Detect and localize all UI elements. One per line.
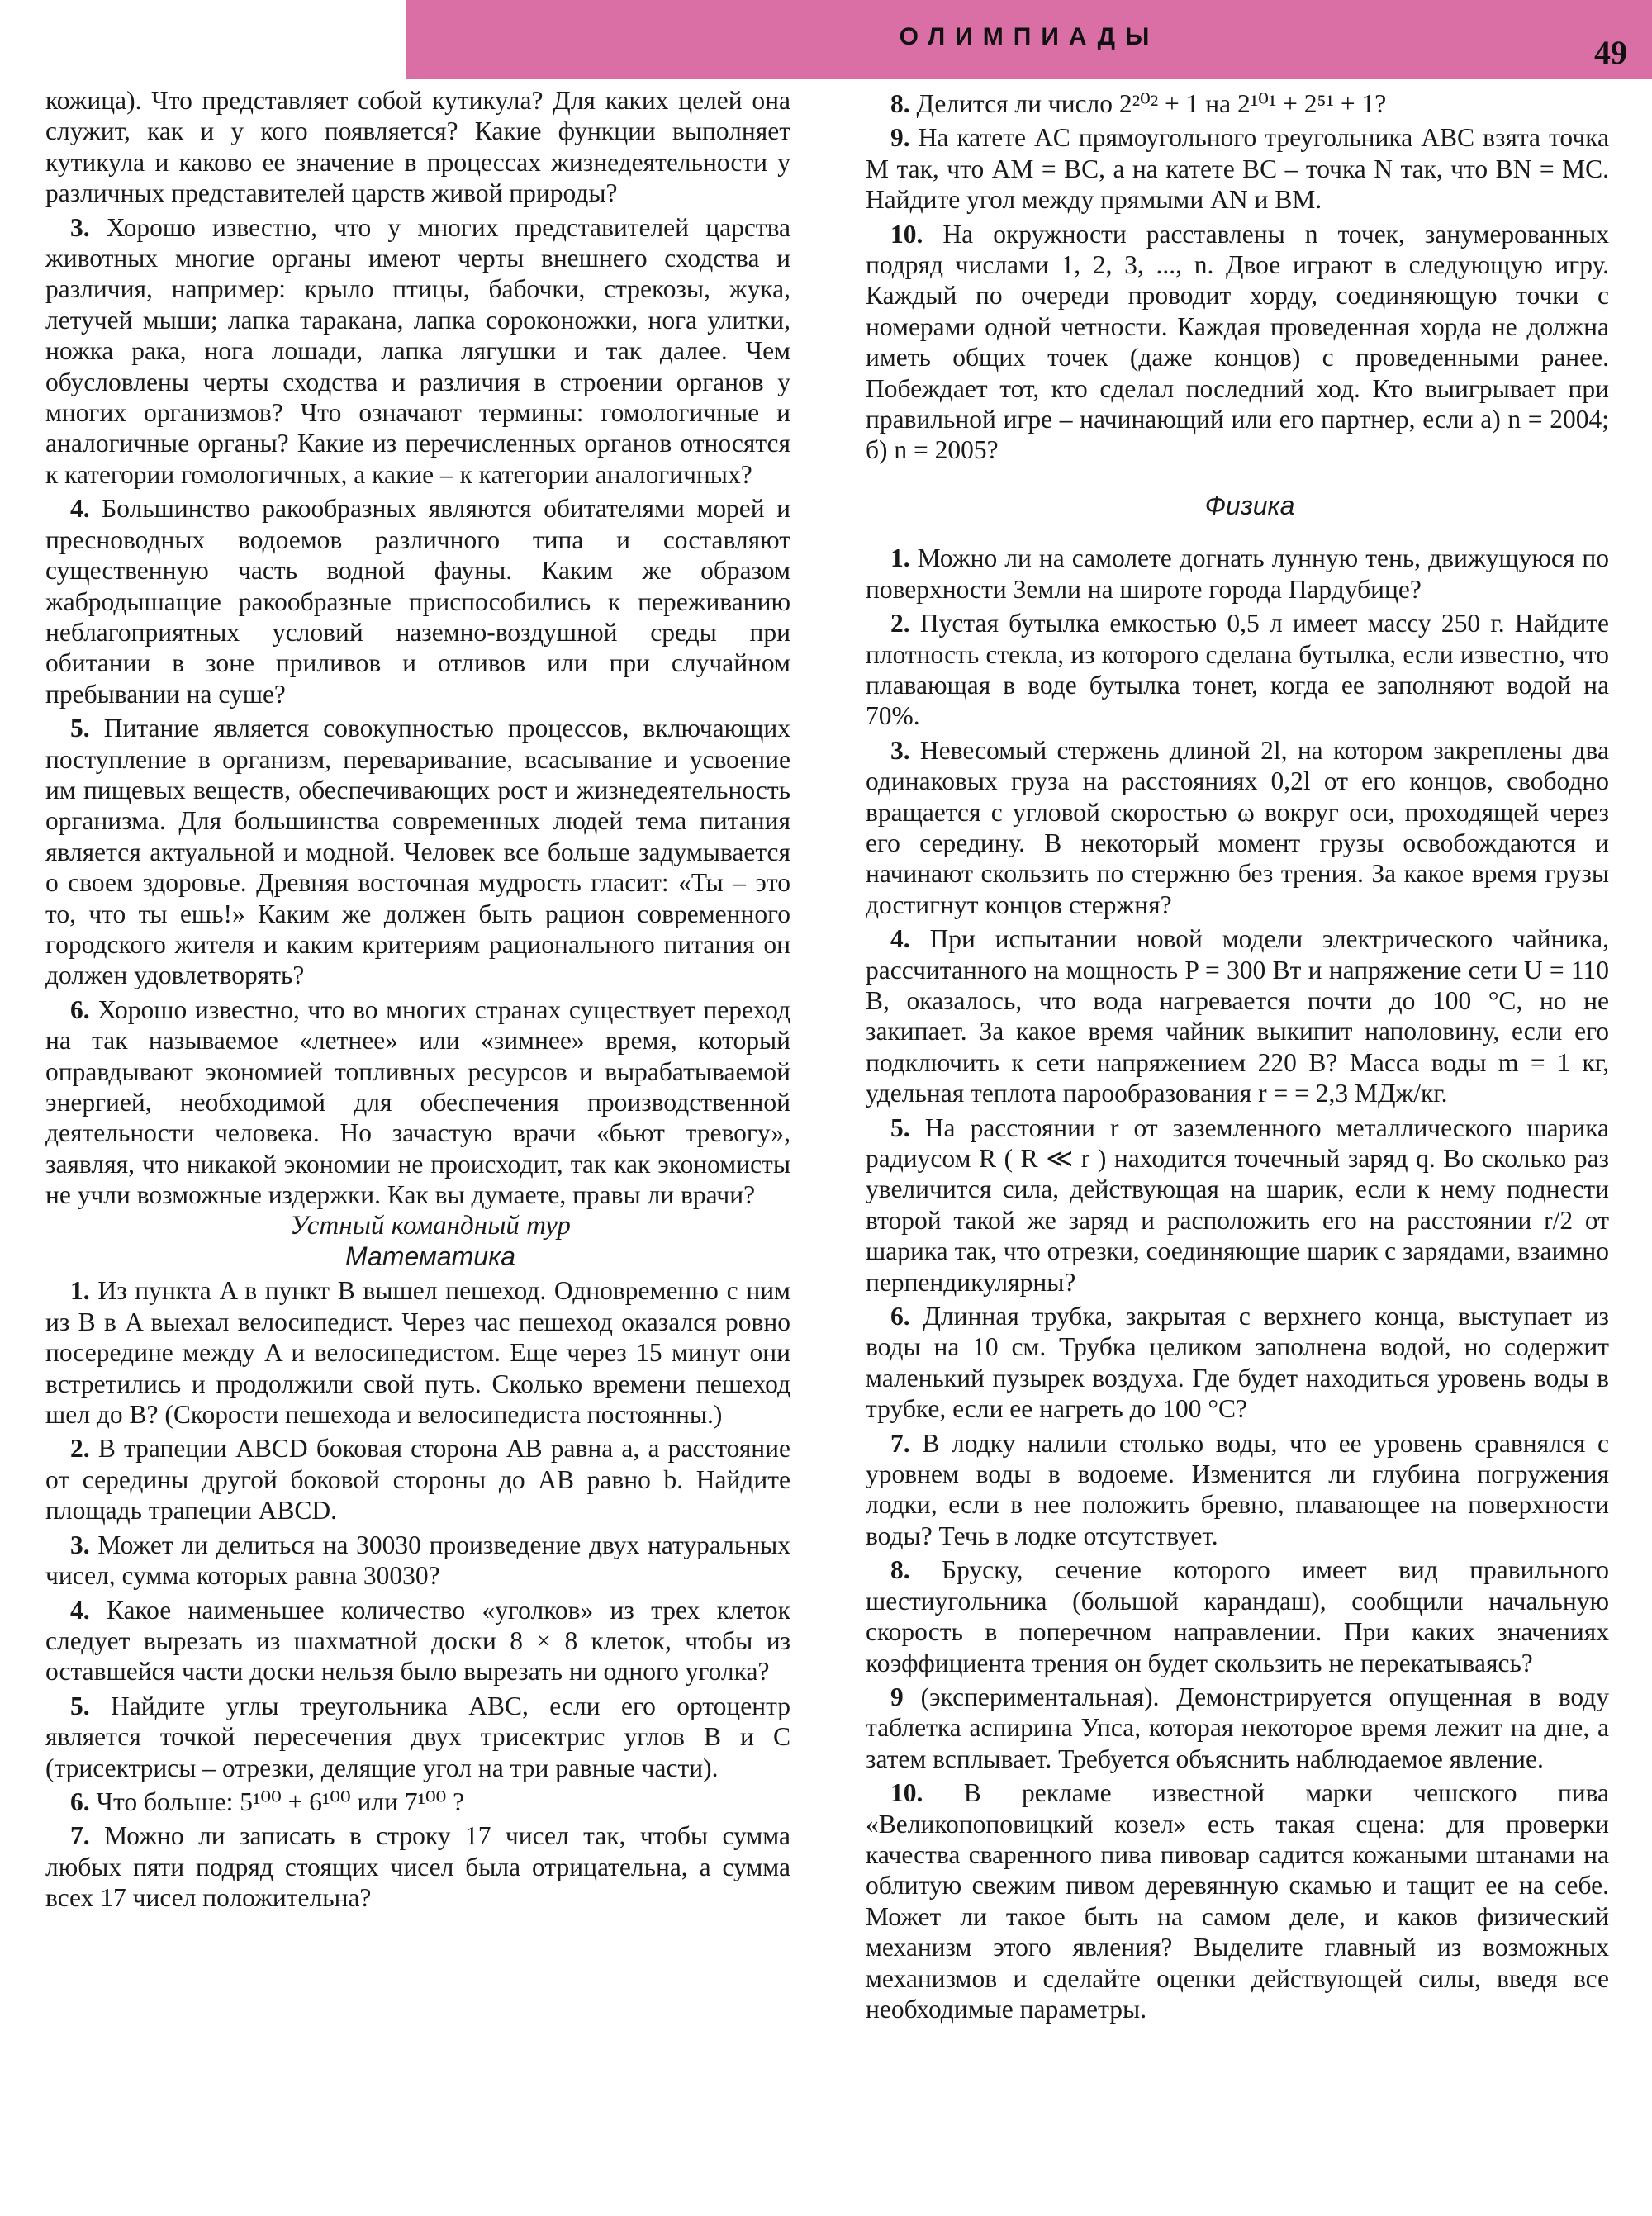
section-title: ОЛИМПИАДЫ [899, 23, 1160, 50]
task-text: Может ли делиться на 30030 произведение двух натуральных чисел, сумма которых равна 30030? [45, 1530, 790, 1591]
task-text: Можно ли записать в строку 17 чисел так, чтобы сумма любых пяти подряд стоящих чисел была отрицательна, а сумма всех 17 чисел положительна? [45, 1821, 790, 1913]
biology-task [45, 212, 790, 491]
task-number: 2. [890, 609, 910, 638]
math-task [45, 1530, 790, 1592]
math-task [45, 1433, 790, 1526]
task-number: 10. [890, 219, 923, 249]
task-text: На окружности расставлены n точек, занумерованных подряд числами 1, 2, 3, ..., n. Двое играют в следующую игру. Каждый по очереди проводит хорду, соединяющую точки с номерами одной четности. Каждая проведенная хорда не должна иметь общих точек (даже концов) с проведенными ранее. Побеждает тот, кто сделал последний ход. Кто выигрывает при правильной игре – начинающий или его партнер, если а) n = 2004; б) n = 2005? [866, 219, 1609, 465]
task-text: При испытании новой модели электрического чайника, рассчитанного на мощность P = 300 Вт и напряжение сети U = 110 В, оказалось, что вода нагревается почти до 100 °C, но не закипает. За какое время чайник выкипит наполовину, если его подключить к сети напряжением 220 В? Масса воды m = 1 кг, удельная теплота парообразования r = = 2,3 МДж/кг. [866, 924, 1610, 1108]
task-number: 6. [70, 1787, 90, 1816]
physics-task [866, 1428, 1609, 1552]
left-column [45, 85, 790, 1914]
task-text: Хорошо известно, что во многих странах существует переход на так называемое «летнее» или «зимнее» время, который оправдывают экономией топливных ресурсов и вырабатываемой энергией, необходимой для обеспечения производственной деятельности человека. Но зачастую врачи «бьют тревогу», заявляя, что никакой экономии не происходит, так как экономисты не учли возможные издержки. Как вы думаете, правы ли врачи? [45, 994, 790, 1210]
task-text: В трапеции ABCD боковая сторона AB равна a, а расстояние от середины другой боковой стороны до AB равно b. Найдите площадь трапеции ABCD. [45, 1434, 791, 1526]
task-number: 4. [70, 1595, 90, 1625]
task-text: Невесомый стержень длиной 2l, на котором закреплены два одинаковых груза на расстояниях 0,2l от его концов, свободно вращается с угловой скоростью ω вокруг оси, проходящей через его середину. В некоторый момент грузы освобождаются и начинают скользить по стержню без трения. За какое время грузы достигнут концов стержня? [866, 735, 1609, 919]
task-number: 3. [70, 1530, 90, 1559]
math-task [45, 1275, 790, 1430]
task-number: 6. [890, 1302, 910, 1331]
task-number: 4. [890, 924, 910, 954]
math-task [866, 122, 1609, 215]
task-number: 10. [890, 1778, 923, 1808]
task-number: 4. [70, 494, 90, 524]
math-task [45, 1820, 790, 1913]
physics-task [866, 543, 1609, 605]
biology-task-2-continuation: кожица). Что представляет собой кутикула? Для каких целей она служит, как и у кого появляется? Какие функции выполняет кутикула и каково ее значение в процессах жизнедеятельности у различных представителей царств живой природы? [45, 86, 790, 208]
task-text: В рекламе известной марки чешского пива «Великопоповицкий козел» есть такая сцена: для проверки качества сваренного пива пивовар садится кожаными штанами на облитую свежим пивом деревянную скамью и тащит ее на себе. Может ли такое быть на самом деле, и каков физический механизм этого явления? Выделите главный из возможных механизмов и сделайте оценки действующей силы, введя все необходимые параметры. [866, 1778, 1610, 2024]
task-text: На катете AC прямоугольного треугольника ABC взята точка M так, что AM = BC, а на катете BC – точка N так, что BN = MC. Найдите угол между прямыми AN и BM. [866, 123, 1610, 215]
task-text: Пустая бутылка емкостью 0,5 л имеет массу 250 г. Найдите плотность стекла, из которого сделана бутылка, если известно, что плавающая в воде бутылка тонет, когда ее заполняют водой на 70%. [866, 609, 1609, 731]
math-task [45, 1787, 790, 1817]
task-number: 7. [890, 1428, 910, 1458]
math-heading: Математика [345, 1241, 515, 1272]
task-text: Большинство ракообразных являются обитателями морей и пресноводных водоемов различного типа и составляют существенную часть водной фауны. Каким же образом жабродышащие ракообразные приспособились к переживанию неблагоприятных условий наземно-воздушной среды при обитании в зоне приливов и отливов или при случайном пребывании на суше? [45, 494, 791, 709]
physics-heading: Физика [1204, 490, 1295, 520]
task-text: Найдите углы треугольника ABC, если его ортоцентр является точкой пересечения двух трисектрис углов B и C (трисектрисы – отрезки, делящие угол на три равные части). [45, 1691, 791, 1782]
task-text: Бруску, сечение которого имеет вид правильного шестиугольника (большой карандаш), сообщили начальную скорость в поперечном направлении. При каких значениях коэффициента трения он будет скользить не перекатываясь? [866, 1555, 1610, 1677]
task-text: Питание является совокупностью процессов, включающих поступление в организм, переваривание, всасывание и усвоение им пищевых веществ, обеспечивающих рост и жизнедеятельность организма. Для большинства современных людей тема питания является актуальной и модной. Человек все больше задумывается о своем здоровье. Древняя восточная мудрость гласит: «Ты – это то, что ты ешь!» Каким же должен быть рацион современного городского жителя и каким критериям рационального питания он должен удовлетворять? [45, 714, 790, 990]
task-number: 8. [890, 89, 910, 118]
biology-task [45, 994, 790, 1211]
task-number: 7. [70, 1821, 90, 1851]
task-number: 6. [70, 994, 90, 1024]
section-header-bar [406, 0, 1652, 79]
task-number: 3. [890, 735, 910, 765]
task-text: Делится ли число 2²⁰² + 1 на 2¹⁰¹ + 2⁵¹ + 1? [916, 89, 1387, 118]
task-number: 5. [890, 1113, 910, 1142]
math-task [866, 88, 1609, 119]
page-number: 49 [1594, 34, 1627, 71]
task-text: Можно ли на самолете догнать лунную тень, движущуюся по поверхности Земли на широте города Пардубице? [866, 543, 1609, 604]
task-number: 1. [890, 543, 910, 573]
physics-task [866, 608, 1609, 732]
math-task [45, 1595, 790, 1687]
physics-task [866, 1301, 1609, 1425]
task-number: 5. [70, 714, 90, 743]
task-text: Хорошо известно, что у многих представителей царства животных многие органы имеют черты внешнего сходства и различия, например: крыло птицы, бабочки, стрекозы, жука, летучей мыши; лапка таракана, лапка сороконожки, нога улитки, ножка рака, нога лошади, лапка лягушки и так далее. Чем обусловлены черты сходства и различия в строении органов у многих организмов? Что означают термины: гомологичные и аналогичные органы? Какие из перечисленных органов относятся к категории гомологичных, а какие – к категории аналогичных? [45, 212, 791, 489]
task-text: Какое наименьшее количество «уголков» из трех клеток следует вырезать из шахматной доски 8 × 8 клеток, чтобы из оставшейся части доски нельзя было вырезать ни одного уголка? [45, 1595, 790, 1687]
task-text: Длинная трубка, закрытая с верхнего конца, выступает из воды на 10 см. Трубка целиком заполнена водой, но содержит маленький пузырек воздуха. Где будет находиться уровень воды в трубке, если ее нагреть до 100 °C? [866, 1302, 1610, 1424]
right-column [866, 85, 1609, 2024]
task-number: 1. [70, 1276, 90, 1306]
task-text: На расстоянии r от заземленного металлического шарика радиусом R ( R ≪ r ) находится точечный заряд q. Во сколько раз увеличится сила, действующая на шарик, если к нему поднести второй такой же заряд и расположить его на расстоянии r/2 от шарика так, что отрезки, соединяющие шарик с зарядами, взаимно перпендикулярны? [866, 1113, 1609, 1297]
task-number: 3. [70, 212, 90, 242]
physics-task [866, 923, 1609, 1108]
math-task [45, 1691, 790, 1783]
math-task [866, 219, 1609, 466]
task-text: (экспериментальная). Демонстрируется опущенная в воду таблетка аспирина Упса, которая некоторое время лежит на дне, а затем всплывает. Требуется объяснить наблюдаемое явление. [866, 1682, 1610, 1773]
task-number: 2. [70, 1434, 90, 1464]
task-text: Из пункта A в пункт B вышел пешеход. Одновременно с ним из B в A выехал велосипедист. Через час пешеход оказался ровно посередине между A и велосипедистом. Еще через 15 минут они встретились и продолжили свой путь. Сколько времени пешеход шел до B? (Скорости пешехода и велосипедиста постоянны.) [45, 1276, 790, 1430]
physics-task [866, 1682, 1609, 1774]
tour-heading: Устный командный тур [290, 1210, 571, 1241]
physics-task [866, 1554, 1609, 1678]
biology-task [45, 493, 790, 709]
physics-task [866, 1777, 1609, 2024]
task-text: В лодку налили столько воды, что ее уровень сравнялся с уровнем воды в водоеме. Изменится ли глубина погружения лодки, если в нее положить бревно, плавающее на поверхности воды? Течь в лодке отсутствует. [866, 1428, 1609, 1550]
task-number: 5. [70, 1691, 90, 1720]
physics-task [866, 735, 1609, 920]
task-text: Что больше: 5¹⁰⁰ + 6¹⁰⁰ или 7¹⁰⁰ ? [96, 1787, 465, 1816]
task-number: 9. [890, 123, 910, 153]
biology-task [45, 713, 790, 991]
task-number: 9 [890, 1682, 904, 1711]
task-number: 8. [890, 1555, 910, 1585]
physics-task [866, 1113, 1609, 1298]
